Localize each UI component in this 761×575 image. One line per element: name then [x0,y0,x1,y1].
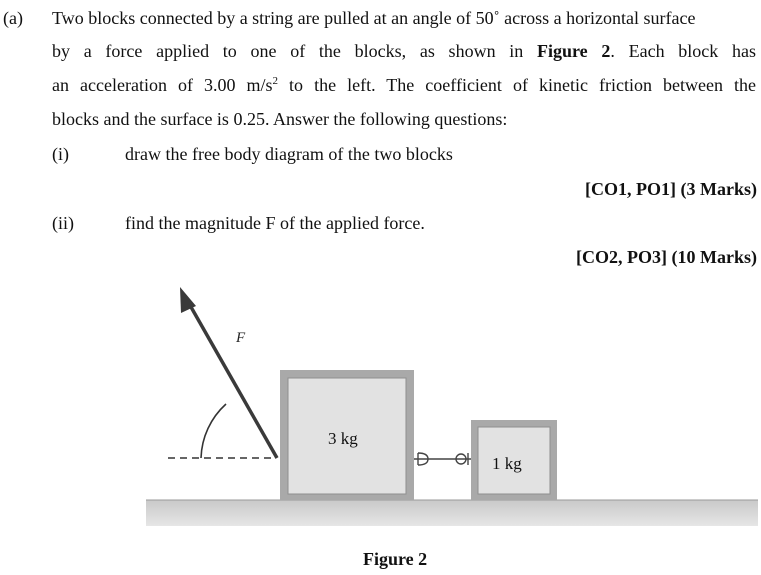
part-i-number: (i) [52,144,69,164]
block-1kg-label: 1 kg [492,454,522,473]
part-ii-text: find the magnitude F of the applied force. [125,213,425,233]
floor-surface [146,500,758,526]
question-line-2-text-b: . Each block has [610,41,756,61]
force-arrow-line [187,300,277,458]
part-ii-marks: [CO2, PO3] (10 Marks) [576,247,757,267]
question-line-3-text-b: to the left. The coefficient of kinetic friction between the [278,75,756,95]
question-label: (a) [3,8,23,28]
angle-arc [201,404,226,458]
question-line-1: Two blocks connected by a string are pulled at an angle of 50˚ across a horizontal surface [52,8,696,28]
part-ii-number: (ii) [52,213,74,233]
figure-reference: Figure 2 [537,41,611,61]
part-i-text: draw the free body diagram of the two blocks [125,144,453,164]
part-i-marks: [CO1, PO1] (3 Marks) [585,179,757,199]
question-line-2-text-a: by a force applied to one of the blocks, as shown in [52,41,537,61]
question-line-3-text-a: an acceleration of 3.00 m/s [52,75,273,95]
figure-caption: Figure 2 [363,549,428,569]
question-line-4: blocks and the surface is 0.25. Answer the following questions: [52,109,508,129]
superscript-2: 2 [272,75,279,87]
block-3kg-label: 3 kg [328,429,358,448]
force-label: F [236,330,246,346]
